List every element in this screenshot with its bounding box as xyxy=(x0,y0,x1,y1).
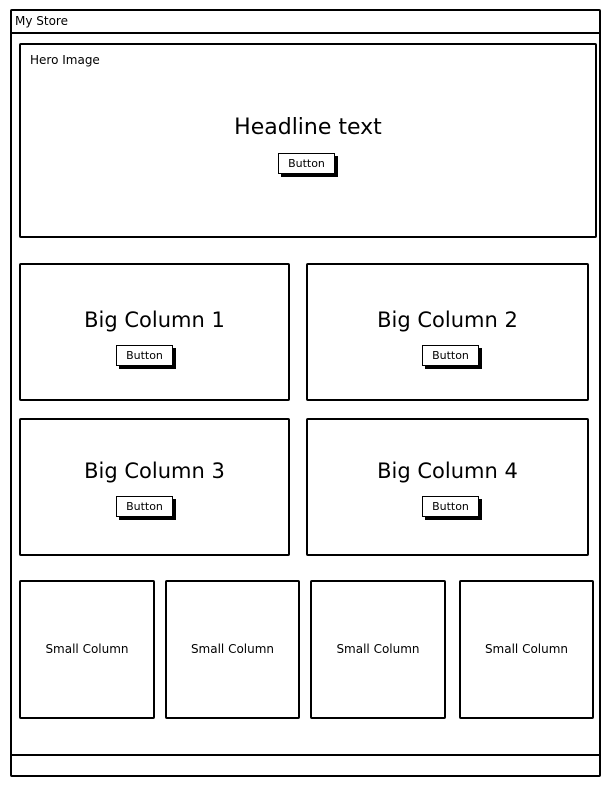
footer-divider xyxy=(12,754,599,756)
window-titlebar xyxy=(12,11,599,34)
big-column-2-title: Big Column 2 xyxy=(377,308,518,332)
small-column-1-label: Small Column xyxy=(45,642,129,656)
hero-image-label: Hero Image xyxy=(30,53,100,67)
big-column-1 xyxy=(19,263,290,401)
window-title: My Store xyxy=(15,14,68,28)
small-column-3-label: Small Column xyxy=(336,642,420,656)
big-column-3-button[interactable]: Button xyxy=(116,496,173,517)
hero-image xyxy=(19,43,597,238)
big-column-4-title: Big Column 4 xyxy=(377,459,518,483)
big-column-2-button[interactable]: Button xyxy=(422,345,479,366)
big-column-3 xyxy=(19,418,290,556)
big-column-4 xyxy=(306,418,589,556)
small-column-3 xyxy=(310,580,446,719)
small-column-4-label: Small Column xyxy=(484,642,569,656)
small-column-2-label: Small Column xyxy=(190,642,275,656)
hero-headline: Headline text xyxy=(234,115,382,140)
big-column-1-title: Big Column 1 xyxy=(84,308,225,332)
big-column-1-button[interactable]: Button xyxy=(116,345,173,366)
small-column-4 xyxy=(459,580,594,719)
small-column-1 xyxy=(19,580,155,719)
small-column-2 xyxy=(165,580,300,719)
big-column-4-button[interactable]: Button xyxy=(422,496,479,517)
big-column-2 xyxy=(306,263,589,401)
hero-button[interactable]: Button xyxy=(278,153,335,174)
big-column-3-title: Big Column 3 xyxy=(84,459,225,483)
